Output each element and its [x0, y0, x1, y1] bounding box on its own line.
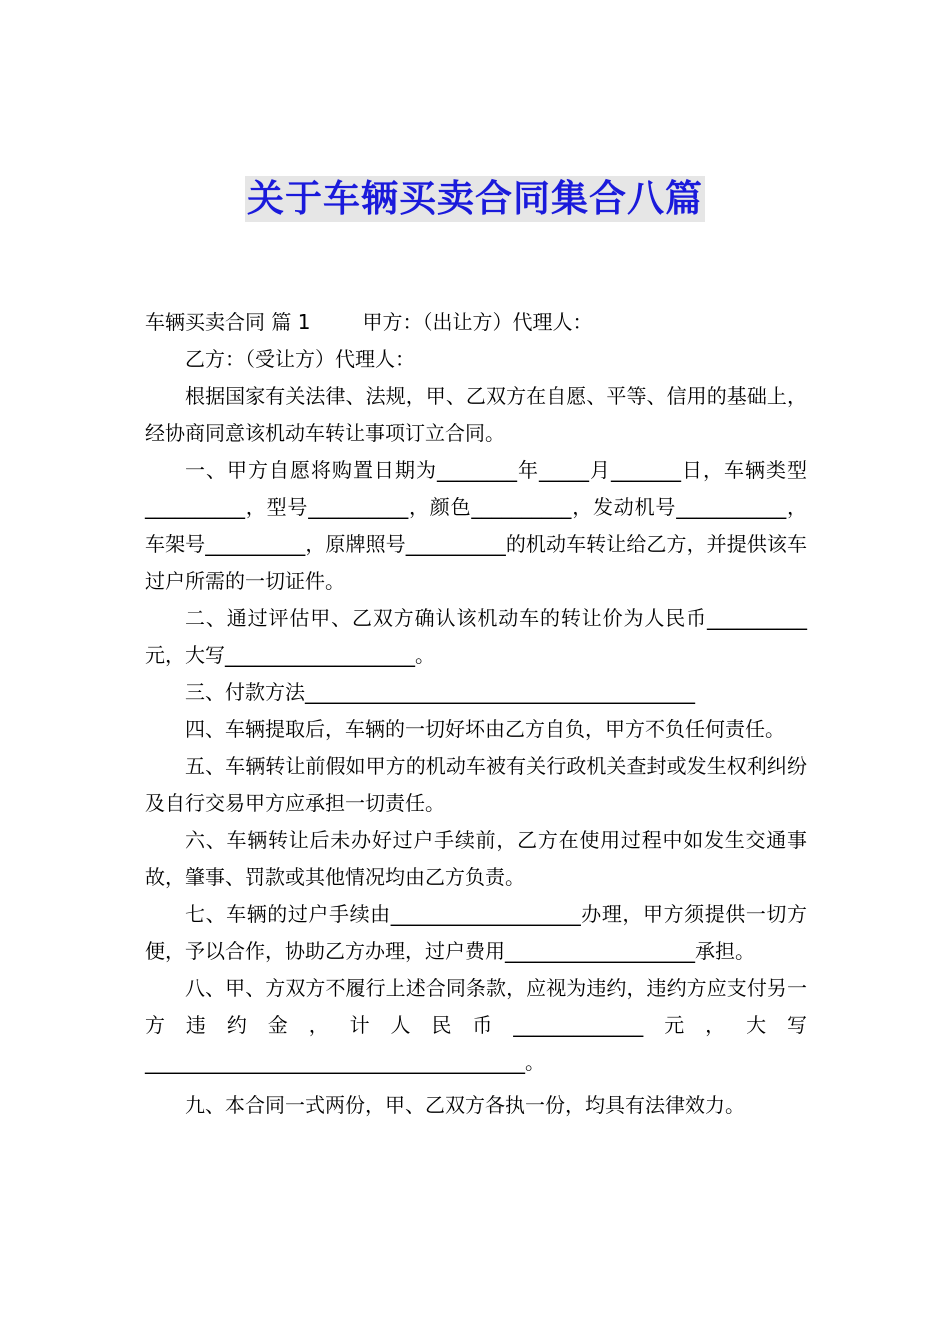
document-title: 关于车辆买卖合同集合八篇: [247, 177, 703, 220]
clause-9: 九、本合同一式两份，甲、乙双方各执一份，均具有法律效力。: [185, 1093, 745, 1117]
clause-6: 六、车辆转让后未办好过户手续前，乙方在使用过程中如发生交通事故，肇事、罚款或其他情况均由乙方负责。: [145, 828, 807, 889]
title-wrap: [0, 176, 950, 222]
clause-2: 二、通过评估甲、乙双方确认该机动车的转让价为人民币__________元，大写___________________。: [145, 606, 807, 667]
heading-line: [145, 304, 807, 341]
clause-8: 八、甲、方双方不履行上述合同条款，应视为违约，违约方应支付另一方违约金，计人民币_____________元，大写______________________________________。: [145, 976, 807, 1074]
paragraph-preamble: 根据国家有关法律、法规，甲、乙双方在自愿、平等、信用的基础上，经协商同意该机动车转让事项订立合同。: [145, 384, 807, 445]
party-a-line: 甲方：（出让方）代理人：: [362, 310, 593, 334]
clause-4: 四、车辆提取后，车辆的一切好坏由乙方自负，甲方不负任何责任。: [185, 717, 785, 741]
contract-label: 车辆买卖合同 篇 1: [145, 310, 311, 334]
clause-5: 五、车辆转让前假如甲方的机动车被有关行政机关查封或发生权利纠纷及自行交易甲方应承担一切责任。: [145, 754, 807, 815]
clause-7: 七、车辆的过户手续由___________________办理，甲方须提供一切方便，予以合作，协助乙方办理，过户费用___________________承担。: [145, 902, 807, 963]
document-body: [145, 304, 807, 1124]
clause-1: 一、甲方自愿将购置日期为________年_____月_______日，车辆类型__________，型号__________，颜色__________，发动机号___________，车架号__________，原牌照号__________的机动车转让给乙方，并提供该车过户所需的一切证件。: [145, 458, 807, 593]
clause-3: 三、付款方法_______________________________________: [185, 680, 695, 704]
paragraph-party-b: 乙方：（受让方）代理人：: [185, 347, 415, 371]
